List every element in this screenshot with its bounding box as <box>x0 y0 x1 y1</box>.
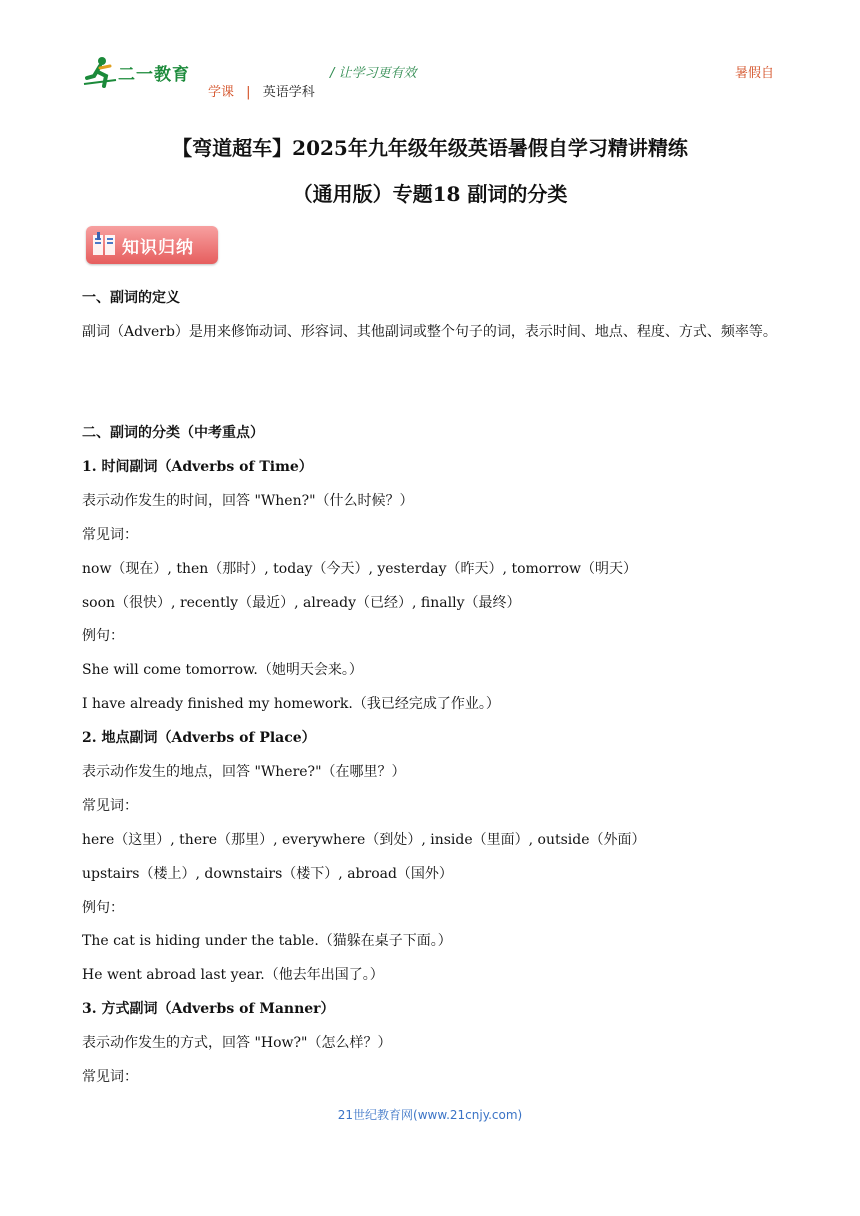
subsection-heading: 3. 方式副词（Adverbs of Manner） <box>82 1001 335 1017</box>
subject-left: 学课 <box>208 85 235 100</box>
text-line: I have already finished my homework.（我已经完成了作业。） <box>82 696 500 712</box>
subject-separator: | <box>246 85 251 100</box>
page-title-line-1: 【弯道超车】2025年九年级年级英语暑假自学习精讲精练 <box>172 136 688 160</box>
logo-text: 二一教育 <box>118 65 190 85</box>
page-header <box>0 0 860 110</box>
text-line: 表示动作发生的地点，回答 "Where?"（在哪里？） <box>82 764 406 780</box>
book-icon <box>92 232 116 258</box>
text-line: She will come tomorrow.（她明天会来。） <box>82 662 363 678</box>
section-badge <box>86 226 218 264</box>
paragraph: 副词（Adverb）是用来修饰动词、形容词、其他副词或整个句子的词，表示时间、地点、程度、方式、频率等。 <box>82 324 777 340</box>
subsection-heading: 1. 时间副词（Adverbs of Time） <box>82 459 313 475</box>
section-heading: 一、副词的定义 <box>82 290 180 306</box>
logo <box>82 54 192 90</box>
text-line: 常见词： <box>82 527 138 543</box>
text-line: soon（很快）, recently（最近）, already（已经）, finally（最终） <box>82 595 521 611</box>
text-line: 表示动作发生的时间，回答 "When?"（什么时候？） <box>82 493 414 509</box>
text-line: upstairs（楼上）, downstairs（楼下）, abroad（国外） <box>82 866 453 882</box>
section-heading: 二、副词的分类（中考重点） <box>82 425 264 441</box>
text-line: now（现在）, then（那时）, today（今天）, yesterday（昨天）, tomorrow（明天） <box>82 561 638 577</box>
text-line: 例句： <box>82 900 124 916</box>
running-man-icon <box>82 54 118 90</box>
text-line: here（这里）, there（那里）, everywhere（到处）, inside（里面）, outside（外面） <box>82 832 646 848</box>
subject-right: 英语学科 <box>262 85 315 100</box>
subject-line <box>208 81 315 100</box>
page-footer: 21世纪教育网(www.21cnjy.com) <box>337 1108 523 1122</box>
subsection-heading: 2. 地点副词（Adverbs of Place） <box>82 730 316 746</box>
header-right-text: 暑假自 <box>734 66 774 81</box>
text-line: 常见词： <box>82 798 138 814</box>
badge-label: 知识归纳 <box>122 238 194 258</box>
text-line: He went abroad last year.（他去年出国了。） <box>82 967 384 983</box>
text-line: 表示动作发生的方式，回答 "How?"（怎么样？） <box>82 1035 392 1051</box>
text-line: 常见词： <box>82 1069 138 1085</box>
page-title-line-2: （通用版）专题18 副词的分类 <box>292 182 568 206</box>
text-line: The cat is hiding under the table.（猫躲在桌子下面。） <box>82 933 452 949</box>
slogan: / 让学习更有效 <box>330 66 417 81</box>
text-line: 例句： <box>82 628 124 644</box>
